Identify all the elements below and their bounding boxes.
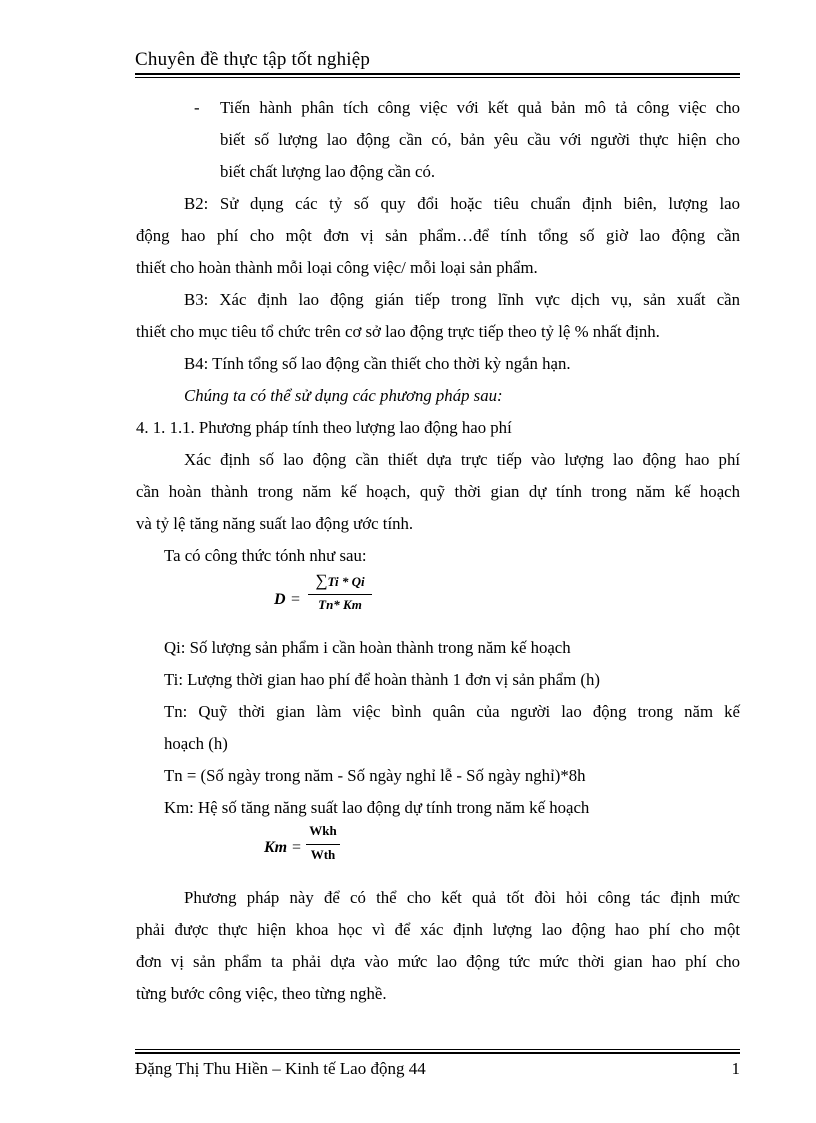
para2-line-3: đơn vị sản phẩm ta phải dựa vào mức lao động tức mức thời gian hao phí cho [136, 952, 740, 971]
b3-line-2: thiết cho mục tiêu tổ chức trên cơ sở lao động trực tiếp theo tỷ lệ % nhất định. [136, 322, 660, 341]
formula-km-equals: = [292, 839, 302, 856]
footer-author: Đặng Thị Thu Hiền – Kinh tế Lao động 44 [135, 1059, 426, 1078]
formula-km [136, 824, 740, 874]
para2-line-2: phải được thực hiện khoa học vì để xác định lượng lao động hao phí cho một [136, 920, 740, 939]
def-ti: Ti: Lượng thời gian hao phí để hoàn thành 1 đơn vị sản phẩm (h) [164, 670, 600, 689]
bullet-line-2: biết số lượng lao động cần có, bản yêu cầu với người thực hiện cho [220, 130, 740, 149]
b2-line-2: động hao phí cho một đơn vị sản phẩm…để tính tổng số giờ lao động cần [136, 226, 740, 245]
page-number: 1 [731, 1059, 740, 1078]
formula-km-denominator: Wth [310, 847, 336, 862]
def-tn-formula: Tn = (Số ngày trong năm - Số ngày nghỉ lễ - Số ngày nghỉ)*8h [164, 766, 586, 785]
formula-d-numerator [308, 572, 372, 591]
para2-line-4: từng bước công việc, theo từng nghề. [136, 984, 387, 1003]
formula-d-equals: = [291, 591, 301, 608]
b2-line-3: thiết cho hoàn thành mỗi loại công việc/ mỗi loại sản phẩm. [136, 258, 538, 277]
bullet-line-3: biết chất lượng lao động cần có. [220, 162, 436, 181]
para1-line-3: và tỷ lệ tăng năng suất lao động ước tính. [136, 514, 414, 533]
formula-d-lhs: D [274, 591, 286, 608]
b4-line: B4: Tính tổng số lao động cần thiết cho thời kỳ ngắn hạn. [184, 354, 571, 373]
formula-km-numerator: Wkh [309, 823, 337, 838]
bullet-text-1: Tiến hành phân tích công việc với kết quả bản mô tả công việc cho [220, 98, 740, 117]
formula-km-lhs: Km [264, 839, 288, 856]
formula-d-numerator-text: Ti * Qi [327, 574, 365, 589]
page-header-title: Chuyên đề thực tập tốt nghiệp [135, 49, 371, 70]
def-km: Km: Hệ số tăng năng suất lao động dự tính trong năm kế hoạch [164, 798, 590, 817]
header-rule-thick [135, 73, 740, 75]
def-tn-1: Tn: Quỹ thời gian làm việc bình quân của người lao động trong năm kế [164, 702, 740, 721]
sum-symbol: ∑ [315, 571, 328, 590]
bullet-line-1 [136, 92, 740, 124]
methods-intro: Chúng ta có thể sử dụng các phương pháp sau: [184, 386, 503, 405]
formula-d [136, 572, 740, 630]
formula-km-fraction-bar [306, 844, 340, 845]
footer-rule-thick [135, 1052, 740, 1054]
formula-d-denominator: Tn* Km [318, 597, 362, 612]
formula-d-fraction-bar [308, 594, 372, 595]
b2-line-1: B2: Sử dụng các tỷ số quy đổi hoặc tiêu chuẩn định biên, lượng lao [184, 194, 740, 213]
header-rule-thin [135, 77, 740, 78]
footer-rule-thin [135, 1049, 740, 1050]
def-qi: Qi: Số lượng sản phẩm i cần hoàn thành trong năm kế hoạch [164, 638, 571, 657]
para1-line-1: Xác định số lao động cần thiết dựa trực tiếp vào lượng lao động hao phí [184, 450, 740, 469]
formula-intro: Ta có công thức tónh như sau: [164, 546, 367, 565]
para1-line-2: cần hoàn thành trong năm kế hoạch, quỹ thời gian dự tính trong năm kế hoạch [136, 482, 740, 501]
def-tn-2: hoạch (h) [164, 734, 228, 753]
section-heading: 4. 1. 1.1. Phương pháp tính theo lượng lao động hao phí [136, 418, 512, 437]
b3-line-1: B3: Xác định lao động gián tiếp trong lĩnh vực dịch vụ, sản xuất cần [184, 290, 740, 309]
para2-line-1: Phương pháp này để có thể cho kết quả tốt đòi hỏi công tác định mức [184, 888, 740, 907]
document-body [136, 92, 740, 1010]
bullet-dash: - [194, 98, 200, 117]
